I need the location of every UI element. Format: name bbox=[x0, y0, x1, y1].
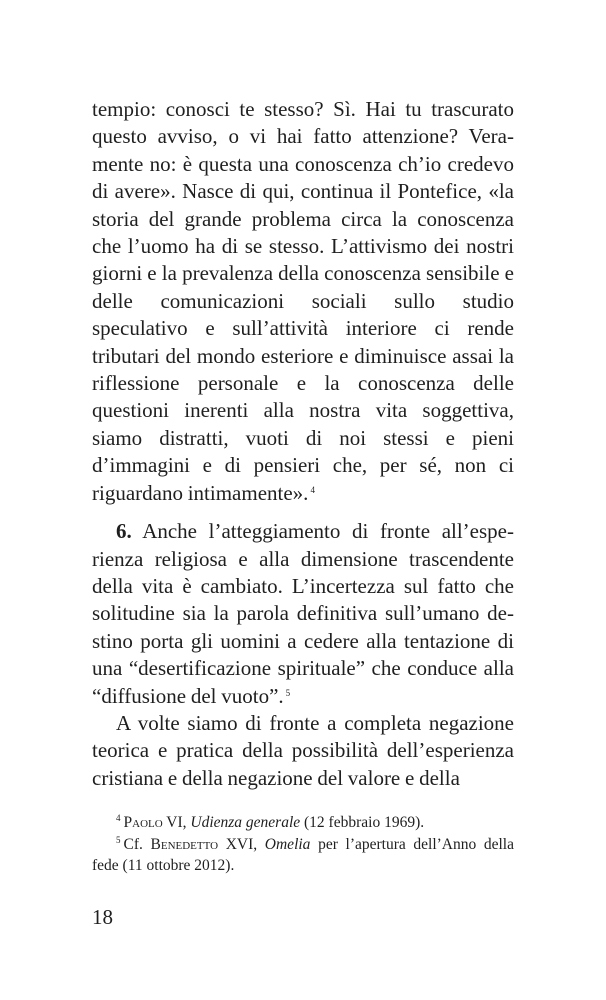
main-text bbox=[92, 96, 514, 792]
paragraph-quotation-continuation bbox=[92, 96, 514, 507]
footnote-author: Paolo VI bbox=[123, 814, 183, 831]
footnote-citation: per l’apertura dell’Anno della fede (11 ottobre 2012). bbox=[92, 835, 514, 874]
footnote-mark: 5 bbox=[116, 834, 121, 845]
page-number: 18 bbox=[92, 905, 113, 929]
footnote-reference: 5 bbox=[285, 687, 291, 698]
paragraph-text: tempio: conosci te stesso? Sì. Hai tu trascurato questo avviso, o vi hai fatto attenzione? Veramente no: è questa una conoscenza ch’io credevo di avere». Nasce di qui, continua il Pontefice, «la storia del grande problema circa la conoscenza che l’uomo ha di se stesso. L’attivismo dei nostri giorni e la prevalenza della conoscenza sensibile e delle comunicazioni sociali sullo studio speculativo e sull’attività interiore ci rende tributari del mondo esteriore e diminuisce assai la riflessione personale e la conoscenza delle questioni inerenti alla nostra vita soggettiva, siamo distratti, vuoti di noi stessi e pieni d’immagini e di pensieri che, per sé, non ci riguardano intimamente». bbox=[92, 97, 514, 505]
footnote-citation: (12 febbraio 1969). bbox=[300, 814, 425, 831]
footnote-work-title: Udienza generale bbox=[190, 814, 301, 831]
footnote-reference: 4 bbox=[310, 484, 315, 495]
paragraph-text: A volte siamo di fronte a completa negazione teorica e pratica della possibilità dell’esperienza cristiana e della negazione del valore e della bbox=[92, 710, 514, 790]
footnote-prefix: Cf. bbox=[123, 835, 151, 853]
footnote bbox=[92, 834, 514, 877]
footnote-author: Benedetto XVI bbox=[150, 835, 254, 853]
paragraph-continuation bbox=[92, 710, 514, 792]
footnote-work-title: Omelia bbox=[264, 835, 311, 853]
footnote-mark: 4 bbox=[116, 813, 121, 823]
footnote bbox=[92, 812, 514, 834]
footnotes bbox=[92, 812, 514, 877]
section-number: 6. bbox=[116, 519, 132, 544]
footnote-separator: , bbox=[182, 814, 191, 831]
paragraph-text: Anche l’atteggiamento di fronte all’esperienza religiosa e alla dimensione trascendente della vita è cambiato. L’incertezza sul fatto che solitudine sia la parola definitiva sull’umano destino porta gli uomini a cedere alla tentazione di una “desertificazione spirituale” che conduce alla “diffusione del vuoto”. bbox=[92, 519, 514, 708]
paragraph-section-6 bbox=[92, 518, 514, 710]
footnote-separator: , bbox=[253, 835, 265, 853]
